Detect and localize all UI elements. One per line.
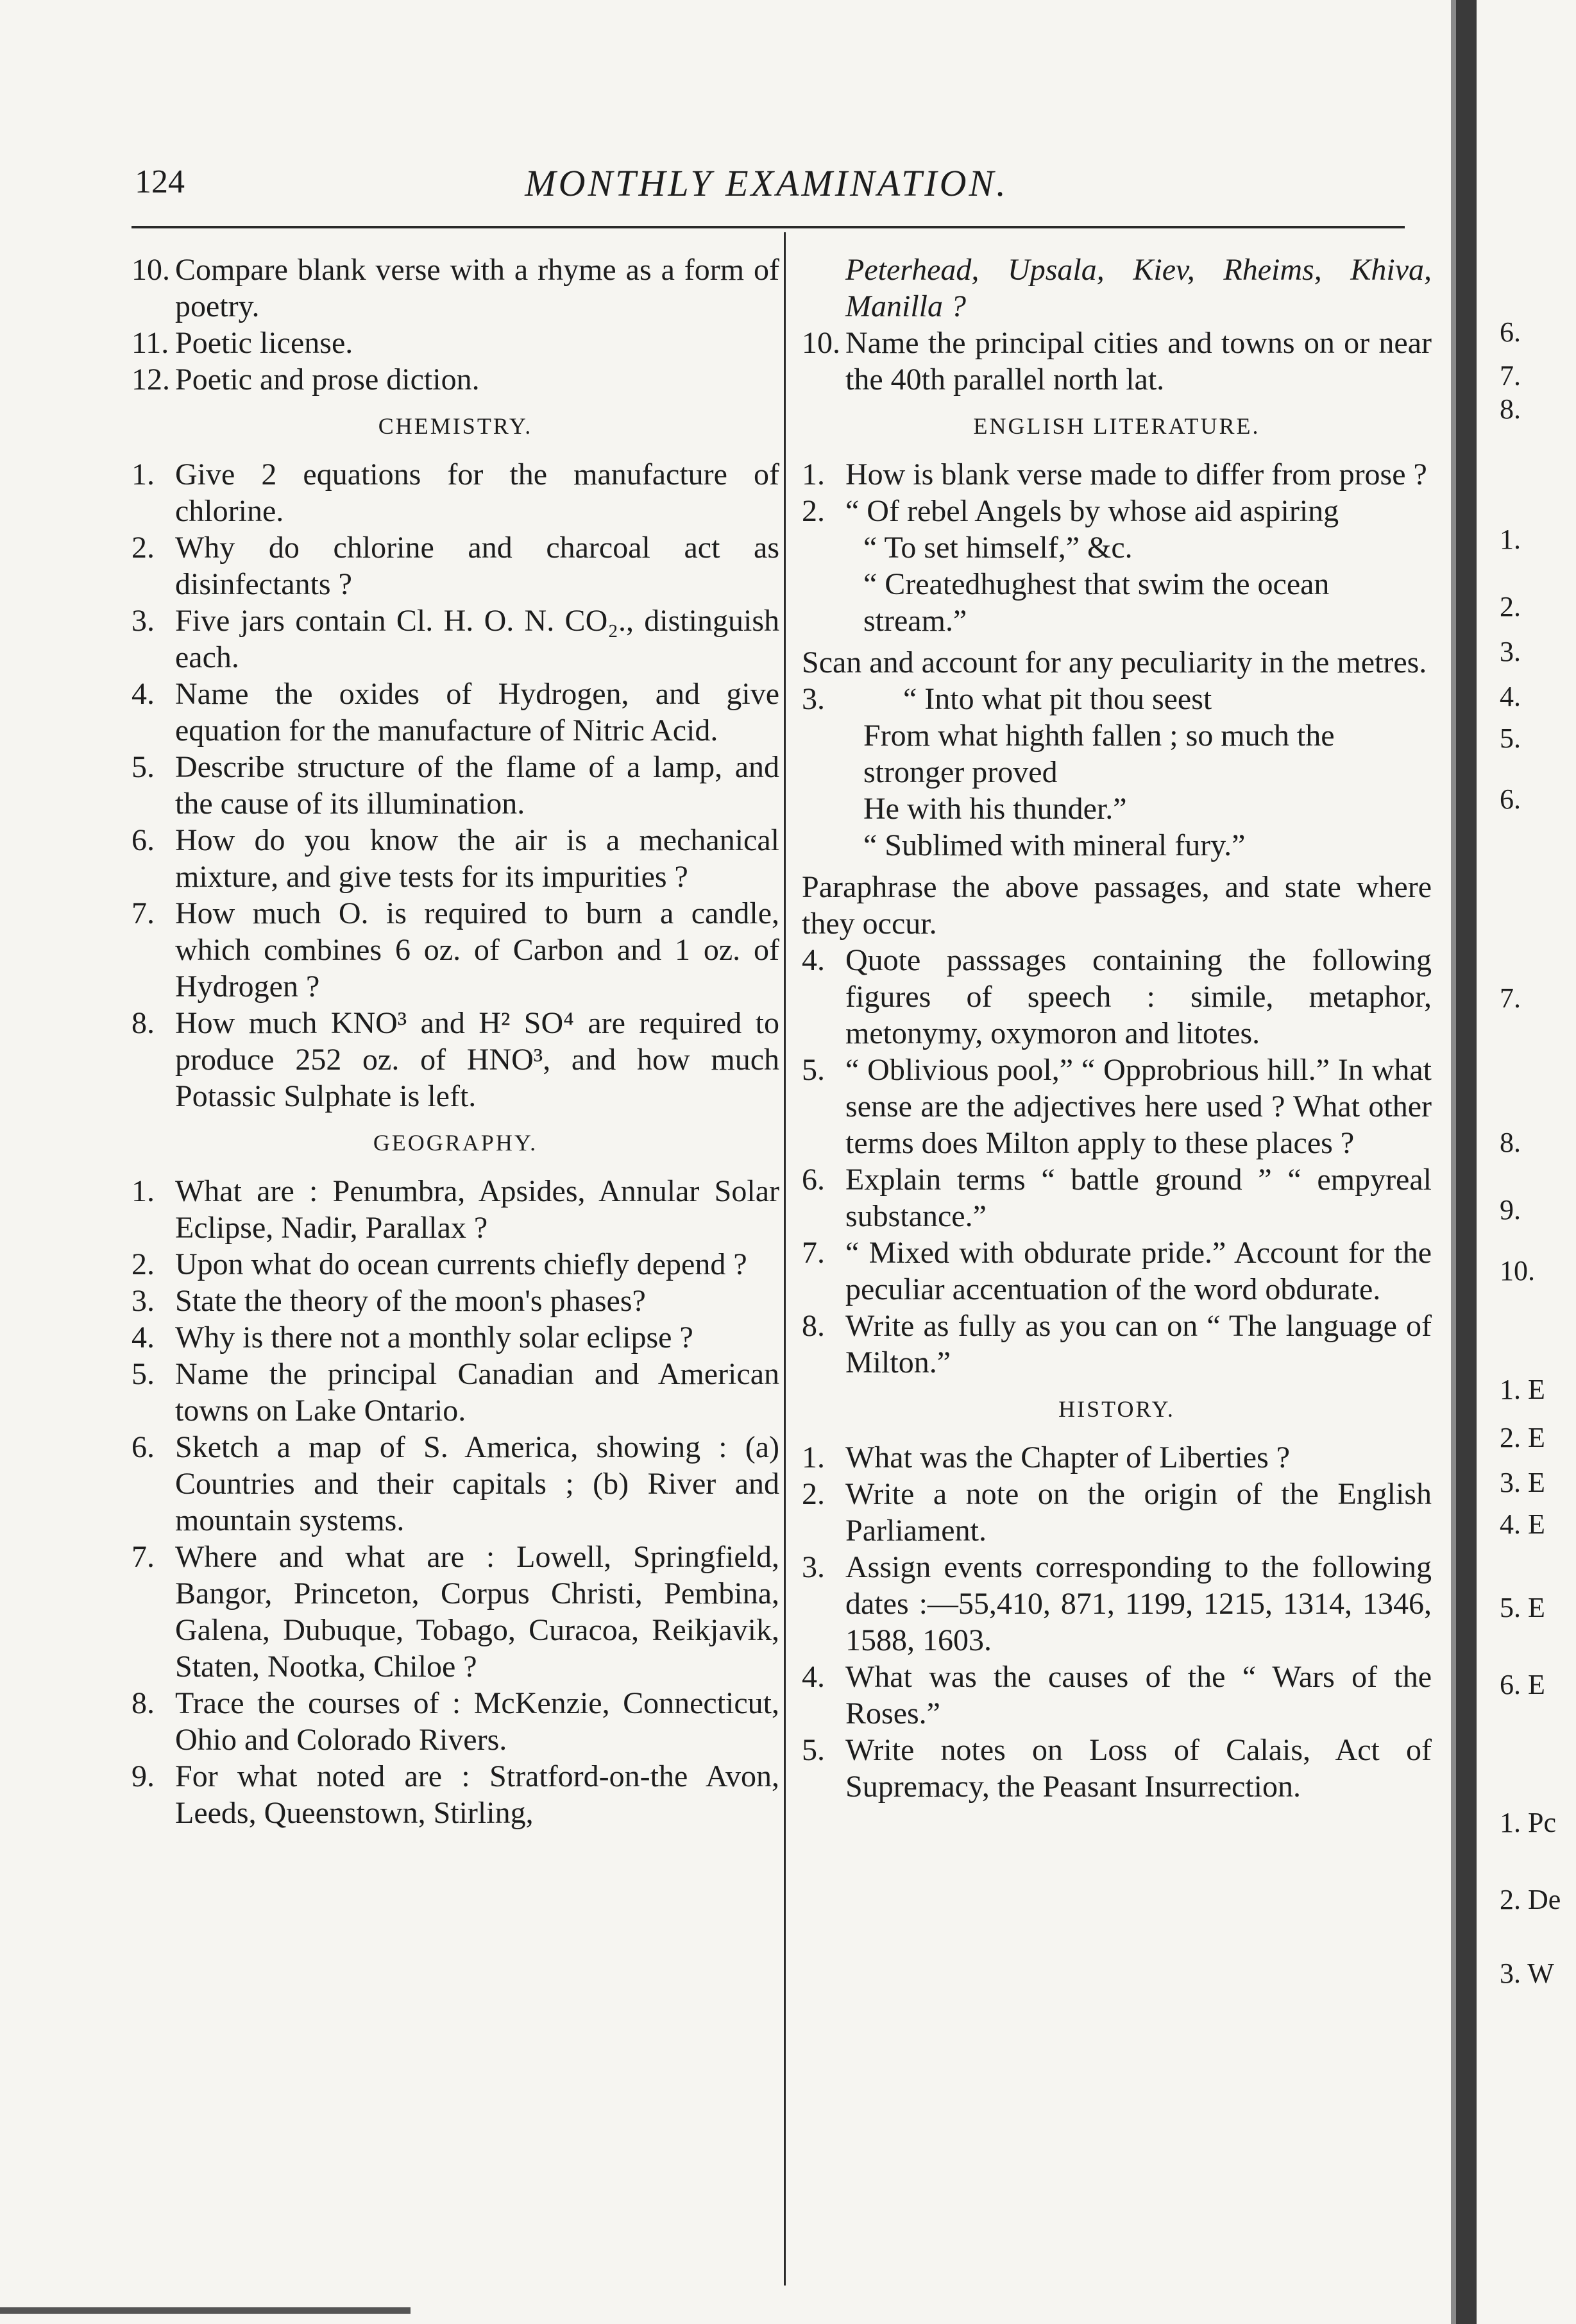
- margin-fragment: 6. E: [1500, 1669, 1545, 1700]
- margin-fragment: 8.: [1500, 1127, 1521, 1158]
- question-item: [131, 1283, 779, 1319]
- question-number: 4.: [131, 1320, 155, 1354]
- question-text: How do you know the air is a mechanical mixture, and give tests for its impurities ?: [175, 823, 779, 894]
- question-text: Poetic license.: [175, 326, 353, 360]
- question-item: [802, 681, 1432, 717]
- question-text: Why is there not a monthly solar eclipse ?: [175, 1320, 693, 1354]
- section-heading-history: HISTORY.: [1058, 1396, 1175, 1422]
- question-item: [802, 1732, 1432, 1805]
- margin-fragment: 4.: [1500, 681, 1521, 712]
- margin-fragment: 2. E: [1500, 1422, 1545, 1453]
- question-item: [802, 1161, 1432, 1235]
- question-number: 4.: [131, 677, 155, 711]
- right-column: [802, 252, 1432, 1805]
- question-instruction: Scan and account for any peculiarity in the metres.: [802, 645, 1427, 679]
- quoted-line: “ To set himself,” &c.: [863, 531, 1133, 565]
- margin-fragment: 3.: [1500, 636, 1521, 667]
- question-number: 2.: [131, 1247, 155, 1281]
- question-item: [802, 1659, 1432, 1732]
- question-text: What was the causes of the “ Wars of the Roses.”: [845, 1660, 1432, 1730]
- question-item: [802, 493, 1432, 529]
- page-binding: [1456, 0, 1477, 2324]
- question-number: 2.: [131, 531, 155, 565]
- question-number: 8.: [131, 1686, 155, 1720]
- question-number: 1.: [131, 1174, 155, 1208]
- question-number: 5.: [131, 1357, 155, 1391]
- section-heading-english-literature: ENGLISH LITERATURE.: [973, 413, 1260, 439]
- quoted-line: “ Of rebel Angels by whose aid aspiring: [845, 494, 1339, 528]
- question-item: [131, 602, 779, 676]
- page-number: 124: [135, 164, 185, 200]
- question-text: Write a note on the origin of the English Parliament.: [845, 1477, 1432, 1548]
- margin-fragment: 7.: [1500, 360, 1521, 391]
- quoted-line: He with his thunder.”: [863, 792, 1127, 826]
- question-text: Name the principal cities and towns on or near the 40th parallel north lat.: [845, 326, 1432, 397]
- header-rule: [131, 226, 1405, 228]
- question-number: 7.: [802, 1236, 825, 1270]
- question-number: 8.: [131, 1006, 155, 1040]
- question-text: Five jars contain Cl. H. O. N. CO₂., distinguish each.: [175, 604, 779, 674]
- margin-fragment: 3. E: [1500, 1467, 1545, 1498]
- question-number: 8.: [802, 1309, 825, 1343]
- question-text: Name the principal Canadian and American towns on Lake Ontario.: [175, 1357, 779, 1428]
- quoted-line: “ Sublimed with mineral fury.”: [863, 828, 1246, 862]
- question-item: [131, 1246, 779, 1283]
- question-item: [131, 1319, 779, 1356]
- question-text: Poetic and prose diction.: [175, 363, 480, 397]
- question-text: Sketch a map of S. America, showing : (a) Countries and their capitals ; (b) River and mountain systems.: [175, 1430, 779, 1537]
- question-text: For what noted are : Stratford-on-the Avon, Leeds, Queenstown, Stirling,: [175, 1759, 779, 1830]
- question-item: [131, 529, 779, 602]
- question-text: Name the oxides of Hydrogen, and give equation for the manufacture of Nitric Acid.: [175, 677, 779, 748]
- question-item: [131, 822, 779, 895]
- question-text: “ Mixed with obdurate pride.” Account for the peculiar accentuation of the word obdurate.: [845, 1236, 1432, 1306]
- question-number: 3.: [131, 1284, 155, 1318]
- question-continuation: Peterhead, Upsala, Kiev, Rheims, Khiva, Manilla ?: [845, 253, 1432, 323]
- scan-edge-artifact: [0, 2307, 411, 2314]
- question-text: Give 2 equations for the manufacture of chlorine.: [175, 457, 779, 528]
- question-text: Assign events corresponding to the following dates :—55,410, 871, 1199, 1215, 1314, 1346, 1588, 1603.: [845, 1550, 1432, 1657]
- question-text: Upon what do ocean currents chiefly depend ?: [175, 1247, 747, 1281]
- question-number: 1.: [802, 457, 825, 491]
- question-item: [131, 895, 779, 1005]
- question-text: State the theory of the moon's phases?: [175, 1284, 646, 1318]
- question-text: What was the Chapter of Liberties ?: [845, 1440, 1291, 1474]
- question-text: Describe structure of the flame of a lamp, and the cause of its illumination.: [175, 750, 779, 821]
- question-item: [131, 1356, 779, 1429]
- question-item: [131, 1685, 779, 1758]
- margin-fragment: 10.: [1500, 1255, 1535, 1286]
- question-number: 4.: [802, 1660, 825, 1694]
- page-header: [135, 151, 1398, 209]
- question-text: How much O. is required to burn a candle, which combines 6 oz. of Carbon and 1 oz. of Hydrogen ?: [175, 896, 779, 1004]
- question-item: [802, 1235, 1432, 1308]
- margin-fragment: 7.: [1500, 982, 1521, 1014]
- column-divider: [784, 232, 786, 2286]
- margin-fragment: 2.: [1500, 591, 1521, 622]
- question-number: 7.: [131, 1540, 155, 1574]
- question-text: Write notes on Loss of Calais, Act of Supremacy, the Peasant Insurrection.: [845, 1733, 1432, 1804]
- adjacent-page-margin: [1495, 0, 1576, 2324]
- question-item: [131, 676, 779, 749]
- margin-fragment: 5.: [1500, 722, 1521, 754]
- margin-fragment: 8.: [1500, 393, 1521, 425]
- question-number: 2.: [802, 494, 825, 528]
- question-item: [131, 1539, 779, 1685]
- margin-fragment: 6.: [1500, 316, 1521, 348]
- question-number: 10.: [131, 253, 170, 287]
- quoted-line: “ Createdhughest that swim the ocean stream.”: [863, 567, 1330, 638]
- question-item: [131, 361, 779, 398]
- question-number: 12.: [131, 363, 170, 397]
- question-item: [131, 1173, 779, 1246]
- question-text: What are : Penumbra, Apsides, Annular Solar Eclipse, Nadir, Parallax ?: [175, 1174, 779, 1245]
- question-number: 3.: [802, 1550, 825, 1584]
- margin-fragment: 4. E: [1500, 1508, 1545, 1540]
- question-text: How is blank verse made to differ from prose ?: [845, 457, 1427, 491]
- binding-shadow: [1451, 0, 1456, 2324]
- question-item: [802, 942, 1432, 1052]
- question-item: [131, 1758, 779, 1831]
- question-item: [131, 1429, 779, 1539]
- question-text: Trace the courses of : McKenzie, Connecticut, Ohio and Colorado Rivers.: [175, 1686, 779, 1757]
- question-item: [802, 1052, 1432, 1161]
- quoted-line: “ Into what pit thou seest: [903, 682, 1212, 716]
- question-number: 5.: [131, 750, 155, 784]
- question-item: [131, 456, 779, 529]
- question-item: [802, 325, 1432, 398]
- margin-fragment: 6.: [1500, 783, 1521, 815]
- question-text: Where and what are : Lowell, Springfield, Bangor, Princeton, Corpus Christi, Pembina, Galena, Dubuque, Tobago, Curacoa, Reikjavik, Staten, Nootka, Chiloe ?: [175, 1540, 779, 1684]
- quoted-line: From what highth fallen ; so much the stronger proved: [863, 719, 1335, 789]
- section-heading-geography: GEOGRAPHY.: [373, 1130, 538, 1156]
- question-instruction: Paraphrase the above passages, and state where they occur.: [802, 870, 1432, 941]
- margin-fragment: 9.: [1500, 1194, 1521, 1226]
- question-number: 7.: [131, 896, 155, 930]
- question-number: 6.: [131, 823, 155, 857]
- question-item: [131, 325, 779, 361]
- question-text: Why do chlorine and charcoal act as disinfectants ?: [175, 531, 779, 601]
- margin-fragment: 1. E: [1500, 1374, 1545, 1405]
- question-number: 1.: [131, 457, 155, 491]
- question-text: Write as fully as you can on “ The language of Milton.”: [845, 1309, 1432, 1380]
- question-item: [802, 456, 1432, 493]
- question-number: 9.: [131, 1759, 155, 1793]
- question-number: 2.: [802, 1477, 825, 1511]
- margin-fragment: 5. E: [1500, 1592, 1545, 1623]
- question-text: Compare blank verse with a rhyme as a form of poetry.: [175, 253, 779, 323]
- running-title: MONTHLY EXAMINATION.: [525, 162, 1008, 204]
- margin-fragment: 1. Pc: [1500, 1807, 1556, 1838]
- question-number: 4.: [802, 943, 825, 977]
- question-text: Explain terms “ battle ground ” “ empyreal substance.”: [845, 1163, 1432, 1233]
- question-item: [131, 1005, 779, 1115]
- question-item: [802, 1439, 1432, 1476]
- margin-fragment: 2. De: [1500, 1884, 1561, 1915]
- question-item: [802, 1308, 1432, 1381]
- margin-fragment: 1.: [1500, 524, 1521, 555]
- question-text: “ Oblivious pool,” “ Opprobrious hill.” In what sense are the adjectives here used ? What other terms does Milton apply to these places ?: [845, 1053, 1432, 1160]
- question-number: 6.: [131, 1430, 155, 1464]
- left-column: [131, 252, 779, 1831]
- question-number: 1.: [802, 1440, 825, 1474]
- question-item: [131, 749, 779, 822]
- margin-fragment: 3. W: [1500, 1958, 1554, 1989]
- question-item: [802, 1549, 1432, 1659]
- section-heading-chemistry: CHEMISTRY.: [378, 413, 533, 439]
- question-item: [802, 1476, 1432, 1549]
- question-text: How much KNO³ and H² SO⁴ are required to produce 252 oz. of HNO³, and how much Potassic Sulphate is left.: [175, 1006, 779, 1113]
- question-number: 5.: [802, 1733, 825, 1767]
- question-item: [131, 252, 779, 325]
- question-number: 10.: [802, 326, 840, 360]
- question-number: 3.: [802, 682, 825, 716]
- question-number: 5.: [802, 1053, 825, 1087]
- question-number: 11.: [131, 326, 169, 360]
- question-text: Quote passsages containing the following figures of speech : simile, metaphor, metonymy, oxymoron and litotes.: [845, 943, 1432, 1050]
- question-number: 6.: [802, 1163, 825, 1197]
- question-number: 3.: [131, 604, 155, 638]
